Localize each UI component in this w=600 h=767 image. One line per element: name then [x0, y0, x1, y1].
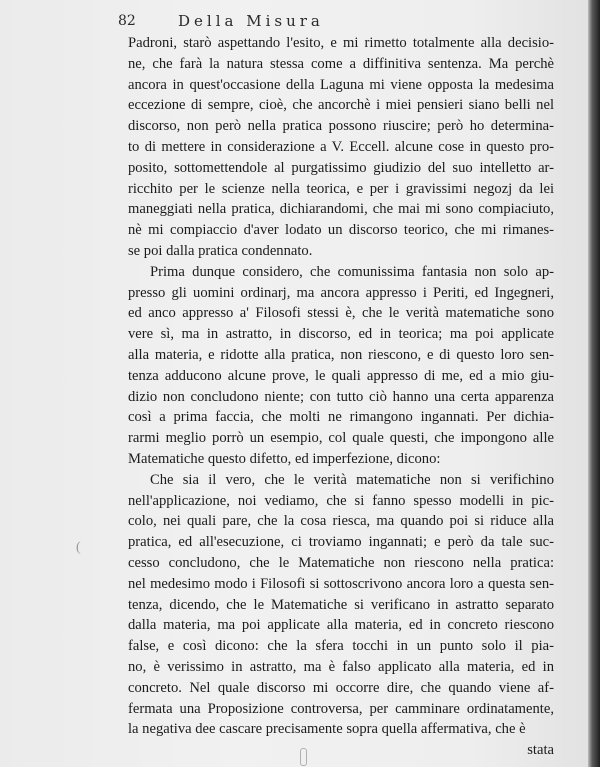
text-line: to di mettere in considerazione a V. Eccell. alcune cose in questo pro-: [128, 138, 554, 155]
text-line: nel medesimo modo i Filosofi si sottoscrivono ancora loro a questa sen-: [128, 575, 554, 592]
text-line: pratica, ed all'esecuzione, ci troviamo ingannati; e però da tale suc-: [128, 534, 554, 551]
catchword: stata: [527, 742, 554, 759]
text-line: la negativa dee cascare precisamente sopra quella affermativa, che è: [128, 721, 526, 738]
text-line: ne, che farà la natura stessa come a diffinitiva sentenza. Ma perchè: [128, 55, 554, 72]
binding-mark: [300, 748, 307, 766]
text-line: così a prima faccia, che molti ne rimangono ingannati. Per dichia-: [128, 409, 554, 426]
text-line: no, è verissimo in astratto, ma è falso applicato alla materia, ed in: [128, 658, 554, 675]
text-line: discorso, non però nella pratica possono riuscire; però ho determina-: [128, 118, 554, 135]
text-line: se poi dalla pratica condennato.: [128, 242, 313, 259]
text-line: colo, nei quali pare, che la cosa riesca, ma quando poi si riduce alla: [128, 513, 554, 530]
page-edge-shadow: [588, 0, 600, 767]
text-line: nè mi compiaccio d'aver lodato un discorso teorico, che mi rimanes-: [128, 222, 554, 239]
text-line: rarmi meglio porrò un esempio, col quale questi, che impongono alle: [128, 430, 554, 447]
text-line: maneggiati nella pratica, dichiarandomi, che mai mi sono compiaciuto,: [128, 201, 554, 218]
text-line: presso gli uomini ordinarj, ma ancora appresso i Periti, ed Ingegneri,: [128, 284, 554, 301]
text-line: ed anco appresso a' Filosofi stessi è, che le verità matematiche sono: [128, 305, 554, 322]
text-line: ricchito per le scienze nella teorica, e per i gravissimi negozj da lei: [128, 180, 554, 197]
text-line: alla materia, e ridotte alla pratica, non riescono, e di questo loro sen-: [128, 346, 554, 363]
text-line: Matematiche questo difetto, ed imperfezione, dicono:: [128, 450, 441, 467]
body-text: [128, 33, 554, 761]
text-line: nell'applicazione, noi vediamo, che si fanno spesso modelli in pic-: [128, 492, 554, 509]
text-line: tenza adducono alcune prove, le quali appresso di me, ed a mio giu-: [128, 367, 554, 384]
text-line: Prima dunque considero, che comunissima fantasia non solo ap-: [150, 263, 554, 280]
text-line: dizio non concludono niente; con tutto ciò hanno una certa apparenza: [128, 388, 554, 405]
running-title: Della Misura: [178, 12, 324, 30]
text-line: fermata una Proposizione controversa, per camminare ordinatamente,: [128, 700, 554, 717]
text-line: concreto. Nel quale discorso mi occorre dire, che quando viene af-: [128, 679, 554, 696]
text-line: Che sia il vero, che le verità matematiche non si verifichino: [150, 471, 554, 488]
text-line: posito, sottomettendole al purgatissimo giudizio del suo intelletto ar-: [128, 159, 554, 176]
text-line: vere sì, ma in astratto, in discorso, ed in teorica; ma poi applicate: [128, 326, 554, 343]
text-line: eccezione di sempre, cioè, che ancorchè i miei pensieri siano belli nel: [128, 97, 554, 114]
text-line: Padroni, starò aspettando l'esito, e mi rimetto totalmente alla decisio-: [128, 35, 554, 51]
text-line: cesso concludono, che le Matematiche non riescono nella pratica:: [128, 554, 554, 571]
page-header: [118, 11, 558, 33]
page-number: 82: [118, 13, 136, 29]
text-line: false, e così dicono: che la sfera tocchi in un punto solo il pia-: [128, 638, 554, 655]
text-line: tenza, dicendo, che le Matematiche si verificano in astratto separato: [128, 596, 554, 613]
text-line: ancora in quest'occasione della Laguna mi viene opposta la medesima: [128, 76, 554, 93]
margin-mark: (: [76, 540, 81, 555]
text-line: dalla materia, ma poi applicate alla materia, ed in concreto riescono: [128, 617, 554, 634]
